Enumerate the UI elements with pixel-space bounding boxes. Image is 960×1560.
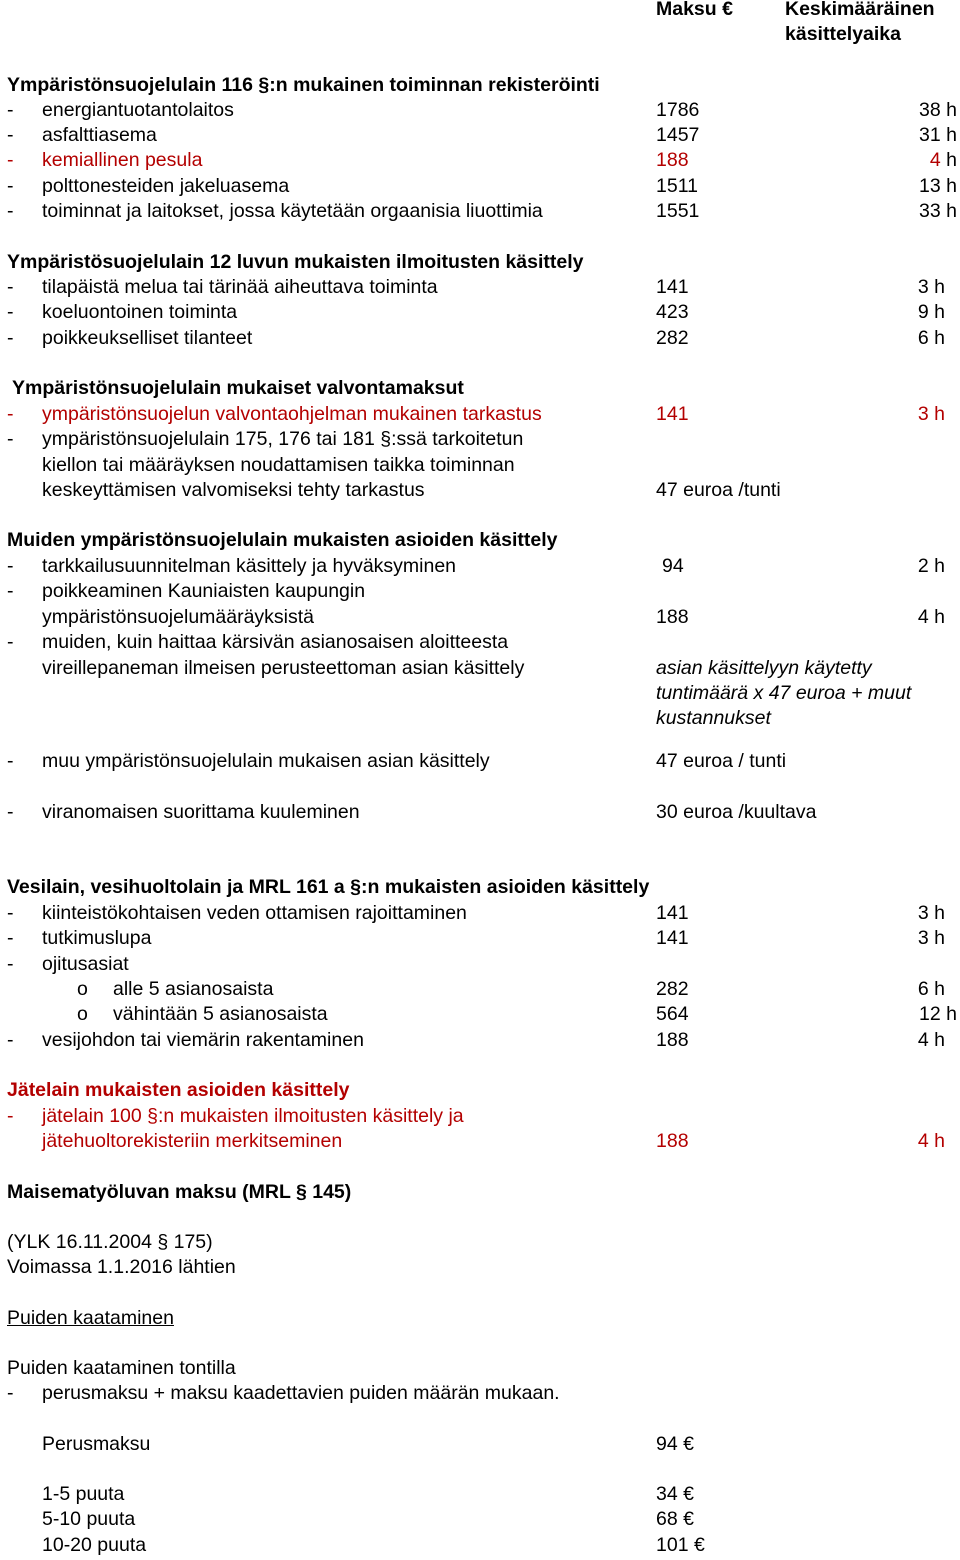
row-label: kiinteistökohtaisen veden ottamisen rajoittaminen <box>42 902 467 924</box>
row-time <box>930 148 957 173</box>
row-time: 31 h <box>919 124 957 146</box>
row-fee: 101 € <box>656 1534 705 1556</box>
row-label: koeluontoinen toiminta <box>42 301 238 323</box>
row-time: 3 h <box>917 403 945 425</box>
row-label: kemiallinen pesula <box>42 149 203 171</box>
row-dash: - <box>7 750 14 772</box>
row-fee-line: tuntimäärä x 47 euroa + muut <box>656 682 912 704</box>
row-fee: 188 <box>656 606 689 628</box>
row-fee: 94 € <box>656 1433 694 1455</box>
row-label-line: vireillepaneman ilmeisen perusteettoman asian käsittely <box>42 657 525 679</box>
section-title-other-matters: Muiden ympäristönsuojelulain mukaisten asioiden käsittely <box>7 529 558 551</box>
trees-subheading: Puiden kaataminen tontilla <box>7 1357 236 1379</box>
row-label-line: keskeyttämisen valvomiseksi tehty tarkastus <box>42 479 425 501</box>
section-title-water-act: Vesilain, vesihuoltolain ja MRL 161 a §:n mukaisten asioiden käsittely <box>7 876 650 898</box>
row-label: vesijohdon tai viemärin rakentaminen <box>42 1029 364 1051</box>
row-time-unit: h <box>946 149 957 171</box>
row-dash: - <box>7 276 14 298</box>
row-dash: - <box>7 902 14 924</box>
row-label: muu ympäristönsuojelulain mukaisen asian käsittely <box>42 750 490 772</box>
row-label-line: jätelain 100 §:n mukaisten ilmoitusten käsittely ja <box>42 1105 464 1127</box>
row-dash: - <box>7 801 14 823</box>
row-dash: - <box>7 175 14 197</box>
row-time: 2 h <box>917 555 945 577</box>
row-time: 12 h <box>919 1003 957 1025</box>
row-fee: 34 € <box>656 1483 694 1505</box>
row-label: ojitusasiat <box>42 953 129 975</box>
row-dash: - <box>7 953 14 975</box>
trees-heading: Puiden kaataminen <box>7 1307 174 1329</box>
time-column-header-line2: käsittelyaika <box>785 23 902 45</box>
row-label: viranomaisen suorittama kuuleminen <box>42 801 360 823</box>
row-dash: - <box>7 403 14 425</box>
row-dash: - <box>7 200 14 222</box>
row-fee: 141 <box>656 403 689 425</box>
row-fee: 282 <box>656 327 689 349</box>
row-fee: 423 <box>656 301 689 323</box>
row-dash: - <box>7 327 14 349</box>
row-time: 3 h <box>917 902 945 924</box>
row-fee: 30 euroa /kuultava <box>656 801 817 823</box>
row-label: poikkeukselliset tilanteet <box>42 327 253 349</box>
row-label: alle 5 asianosaista <box>113 978 274 1000</box>
section-title-supervision: Ympäristönsuojelulain mukaiset valvontamaksut <box>12 377 464 399</box>
row-fee: 188 <box>656 1029 689 1051</box>
row-dash: - <box>7 124 14 146</box>
row-label-line: muiden, kuin haittaa kärsivän asianosaisen aloitteesta <box>42 631 509 653</box>
row-fee: 141 <box>656 276 689 298</box>
row-time: 38 h <box>919 99 957 121</box>
row-label: asfalttiasema <box>42 124 157 146</box>
row-time: 6 h <box>917 978 945 1000</box>
row-time: 13 h <box>919 175 957 197</box>
row-fee: 1786 <box>656 99 700 121</box>
row-label-line: ympäristönsuojelulain 175, 176 tai 181 §:ssä tarkoitetun <box>42 428 524 450</box>
section-title-waste-act: Jätelain mukaisten asioiden käsittely <box>7 1079 350 1101</box>
row-dash: - <box>7 428 14 450</box>
row-label: toiminnat ja laitokset, jossa käytetään orgaanisia liuottimia <box>42 200 543 222</box>
row-bullet: o <box>77 1003 88 1025</box>
row-label: polttonesteiden jakeluasema <box>42 175 290 197</box>
row-fee: 188 <box>656 1130 689 1152</box>
row-fee: 141 <box>656 927 689 949</box>
row-dash: - <box>7 1029 14 1051</box>
row-time: 4 h <box>917 606 945 628</box>
row-time: 3 h <box>917 276 945 298</box>
row-fee: 47 euroa /tunti <box>656 479 781 501</box>
row-label-line: jätehuoltorekisteriin merkitseminen <box>42 1130 343 1152</box>
row-time: 9 h <box>917 301 945 323</box>
row-fee-line: kustannukset <box>656 707 771 729</box>
row-time: 3 h <box>917 927 945 949</box>
row-label: 1-5 puuta <box>42 1483 125 1505</box>
row-dash: - <box>7 927 14 949</box>
row-dash: - <box>7 555 14 577</box>
row-label: perusmaksu + maksu kaadettavien puiden määrän mukaan. <box>42 1382 560 1404</box>
row-time-value: 4 <box>929 149 941 171</box>
valid-from: Voimassa 1.1.2016 lähtien <box>7 1256 236 1278</box>
row-label: ympäristönsuojelun valvontaohjelman mukainen tarkastus <box>42 403 542 425</box>
row-fee: 94 <box>662 555 684 577</box>
row-bullet: o <box>77 978 88 1000</box>
row-fee: 188 <box>656 149 689 171</box>
row-label: tilapäistä melua tai tärinää aiheuttava toiminta <box>42 276 438 298</box>
row-dash: - <box>7 149 14 171</box>
row-dash: - <box>7 631 14 653</box>
row-fee-line: asian käsittelyyn käytetty <box>656 657 872 679</box>
row-dash: - <box>7 1105 14 1127</box>
row-dash: - <box>7 301 14 323</box>
section-title-landscape-permit: Maisematyöluvan maksu (MRL § 145) <box>7 1181 352 1203</box>
ylk-reference: (YLK 16.11.2004 § 175) <box>7 1231 213 1253</box>
row-fee: 1511 <box>656 175 698 197</box>
row-fee: 1457 <box>656 124 700 146</box>
row-fee: 1551 <box>656 200 700 222</box>
row-time: 6 h <box>917 327 945 349</box>
row-label: tutkimuslupa <box>42 927 152 949</box>
row-time: 4 h <box>917 1029 945 1051</box>
row-time: 4 h <box>917 1130 945 1152</box>
row-fee: 282 <box>656 978 689 1000</box>
row-dash: - <box>7 1382 14 1404</box>
row-label: Perusmaksu <box>42 1433 151 1455</box>
section-title-registration: Ympäristönsuojelulain 116 §:n mukainen toiminnan rekisteröinti <box>7 74 600 96</box>
row-label-line: kiellon tai määräyksen noudattamisen taikka toiminnan <box>42 454 515 476</box>
row-label-line: poikkeaminen Kauniaisten kaupungin <box>42 580 366 602</box>
row-label-line: ympäristönsuojelumääräyksistä <box>42 606 315 628</box>
time-column-header-line1: Keskimääräinen <box>785 0 935 20</box>
row-fee: 47 euroa / tunti <box>656 750 787 772</box>
row-label: vähintään 5 asianosaista <box>113 1003 328 1025</box>
row-label: 10-20 puuta <box>42 1534 147 1556</box>
section-title-notifications: Ympäristösuojelulain 12 luvun mukaisten ilmoitusten käsittely <box>7 251 584 273</box>
row-fee: 564 <box>656 1003 689 1025</box>
row-fee: 141 <box>656 902 689 924</box>
row-label: tarkkailusuunnitelman käsittely ja hyväksyminen <box>42 555 457 577</box>
row-label: energiantuotantolaitos <box>42 99 234 121</box>
fee-column-header: Maksu € <box>656 0 733 20</box>
row-time: 33 h <box>919 200 957 222</box>
row-fee: 68 € <box>656 1508 694 1530</box>
row-dash: - <box>7 580 14 602</box>
row-label: 5-10 puuta <box>42 1508 136 1530</box>
row-dash: - <box>7 99 14 121</box>
